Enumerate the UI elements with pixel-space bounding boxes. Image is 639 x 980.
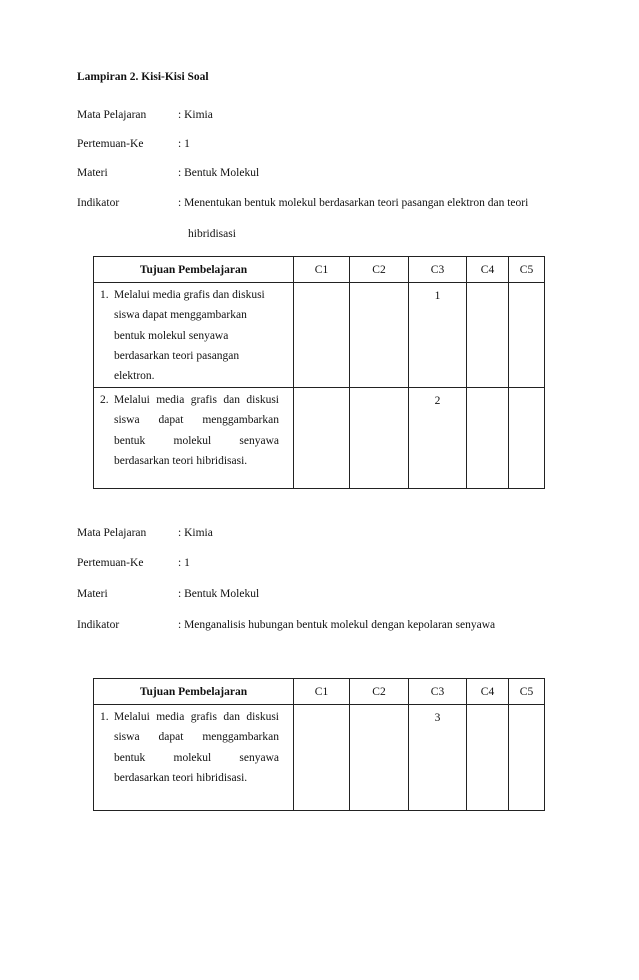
mata-pelajaran-label: Mata Pelajaran bbox=[77, 109, 147, 121]
objective-cell bbox=[94, 283, 294, 388]
header-tujuan-pembelajaran: Tujuan Pembelajaran bbox=[94, 257, 294, 283]
page-title: Lampiran 2. Kisi-Kisi Soal bbox=[77, 71, 209, 83]
indikator-value: : Menentukan bentuk molekul berdasarkan teori pasangan elektron dan teori bbox=[178, 197, 529, 209]
materi-label: Materi bbox=[77, 167, 108, 179]
kisi-table-1 bbox=[93, 256, 545, 489]
pertemuan-value: : 1 bbox=[178, 557, 190, 569]
header-tujuan-pembelajaran: Tujuan Pembelajaran bbox=[94, 679, 294, 705]
objective-number: 1. bbox=[100, 289, 109, 301]
mata-pelajaran-value: : Kimia bbox=[178, 527, 213, 539]
c4-cell bbox=[467, 388, 509, 489]
indikator-value: : Menganalisis hubungan bentuk molekul dengan kepolaran senyawa bbox=[178, 619, 496, 631]
objective-text: Melalui media grafis dan diskusi siswa dapat menggambarkan bentuk molekul senyawa berdasarkan teori hibridisasi. bbox=[114, 711, 279, 784]
indikator-label: Indikator bbox=[77, 197, 120, 209]
header-c3: C3 bbox=[409, 679, 467, 705]
objective-cell bbox=[94, 388, 294, 489]
c4-cell bbox=[467, 283, 509, 388]
table-header-row bbox=[94, 679, 545, 705]
c2-cell bbox=[350, 705, 409, 811]
indikator-value-continued: hibridisasi bbox=[188, 228, 236, 240]
c3-cell: 3 bbox=[409, 705, 467, 811]
c3-cell: 1 bbox=[409, 283, 467, 388]
c2-cell bbox=[350, 388, 409, 489]
objective-text: Melalui media grafis dan diskusi siswa dapat menggambarkan bentuk molekul senyawa berdasarkan teori pasangan elektron. bbox=[114, 289, 265, 383]
header-c3: C3 bbox=[409, 257, 467, 283]
mata-pelajaran-value: : Kimia bbox=[178, 109, 213, 121]
objective-cell bbox=[94, 705, 294, 811]
materi-value: : Bentuk Molekul bbox=[178, 588, 260, 600]
header-c4: C4 bbox=[467, 257, 509, 283]
c5-cell bbox=[509, 283, 545, 388]
header-c4: C4 bbox=[467, 679, 509, 705]
c5-cell bbox=[509, 705, 545, 811]
pertemuan-value: : 1 bbox=[178, 138, 190, 150]
materi-label: Materi bbox=[77, 588, 108, 600]
objective-text: Melalui media grafis dan diskusi siswa dapat menggambarkan bentuk molekul senyawa berdasarkan teori hibridisasi. bbox=[114, 394, 279, 467]
table-row bbox=[94, 705, 545, 811]
c4-cell bbox=[467, 705, 509, 811]
table-row bbox=[94, 388, 545, 489]
table-row bbox=[94, 283, 545, 388]
indikator-label: Indikator bbox=[77, 619, 120, 631]
c2-cell bbox=[350, 283, 409, 388]
mata-pelajaran-label: Mata Pelajaran bbox=[77, 527, 147, 539]
objective-number: 1. bbox=[100, 711, 109, 723]
c1-cell bbox=[294, 388, 350, 489]
header-c1: C1 bbox=[294, 257, 350, 283]
c1-cell bbox=[294, 283, 350, 388]
kisi-table-2 bbox=[93, 678, 545, 811]
materi-value: : Bentuk Molekul bbox=[178, 167, 260, 179]
table-header-row bbox=[94, 257, 545, 283]
pertemuan-label: Pertemuan-Ke bbox=[77, 557, 144, 569]
header-c2: C2 bbox=[350, 257, 409, 283]
objective-number: 2. bbox=[100, 394, 109, 406]
c5-cell bbox=[509, 388, 545, 489]
c3-cell: 2 bbox=[409, 388, 467, 489]
pertemuan-label: Pertemuan-Ke bbox=[77, 138, 144, 150]
c1-cell bbox=[294, 705, 350, 811]
header-c5: C5 bbox=[509, 257, 545, 283]
header-c5: C5 bbox=[509, 679, 545, 705]
header-c2: C2 bbox=[350, 679, 409, 705]
header-c1: C1 bbox=[294, 679, 350, 705]
